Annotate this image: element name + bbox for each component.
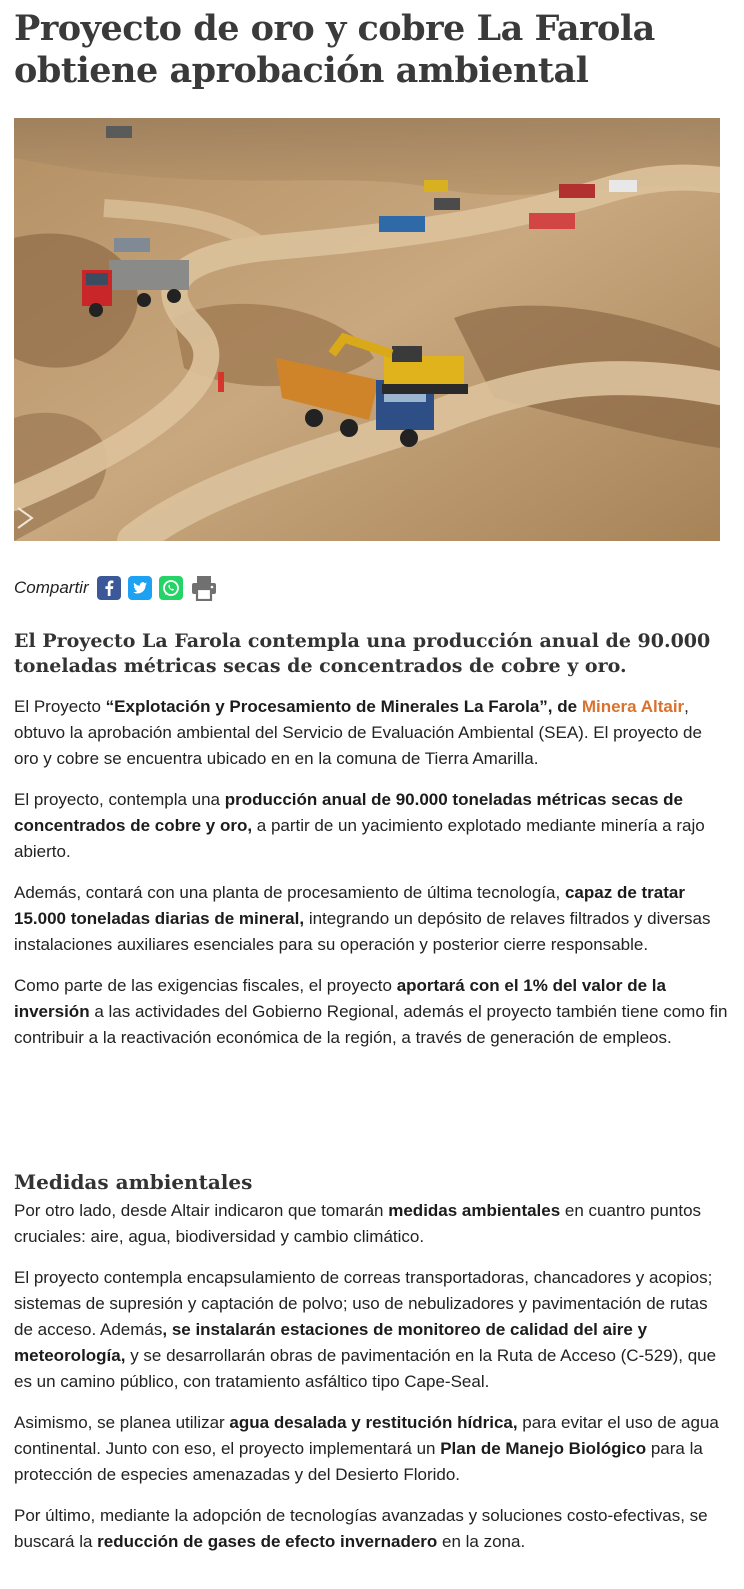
bold-text: aportará con el 1% del valor de la inversión [14,976,666,1021]
text: Por último, mediante la adopción de tecnologías avanzadas y soluciones costo-efectivas, se buscará la [14,1506,708,1551]
article-lead: El Proyecto La Farola contempla una producción anual de 90.000 toneladas métricas secas de concentrados de cobre y oro. [14,630,711,677]
paragraph-6 [14,1265,730,1395]
bold-text: “Explotación y Procesamiento de Minerales La Farola”, de [105,697,578,716]
bold-text: capaz de tratar 15.000 toneladas diarias de mineral, [14,883,685,928]
text: a partir de un yacimiento explotado mediante minería a rajo abierto. [14,816,705,861]
whatsapp-icon[interactable] [159,576,183,600]
text: para la protección de especies amenazadas y del Desierto Florido. [14,1439,703,1484]
text: El proyecto, contempla una [14,790,225,809]
paragraph-4 [14,973,730,1051]
paragraph-3 [14,880,730,958]
text: El Proyecto [14,697,106,716]
text: a las actividades del Gobierno Regional, además el proyecto también tiene como fin contribuir a la reactivación económica de la región, a través de generación de empleos. [14,1002,728,1047]
share-label: Compartir [14,578,89,597]
print-icon[interactable] [190,576,218,600]
twitter-icon[interactable] [128,576,152,600]
bold-text: Plan de Manejo Biológico [440,1439,647,1458]
minera-altair-link[interactable]: Minera Altair [581,697,685,716]
hero-image [14,118,720,541]
bold-text: agua desalada y restitución hídrica, [229,1413,518,1432]
article-title: Proyecto de oro y cobre La Farola obtiene aprobación ambiental [14,8,655,91]
share-bar [14,573,730,603]
text: Como parte de las exigencias fiscales, el proyecto [14,976,397,995]
bold-text: producción anual de 90.000 toneladas métricas secas de concentrados de cobre y oro, [14,790,683,835]
bold-text: , se instalarán estaciones de monitoreo de calidad del aire y meteorología, [14,1320,648,1365]
paragraph-1 [14,694,730,772]
mine-site-illustration [14,118,720,541]
text: El proyecto contempla encapsulamiento de correas transportadoras, chancadores y acopios; sistemas de supresión y captación de polvo; uso de nebulizadores y pavimentación de rutas de acceso. Además [14,1268,713,1339]
text: , obtuvo la aprobación ambiental del Servicio de Evaluación Ambiental (SEA). El proyecto de oro y cobre se encuentra ubicado en en la comuna de Tierra Amarilla. [14,697,702,768]
paragraph-2 [14,787,730,865]
text: Además, contará con una planta de procesamiento de última tecnología, [14,883,565,902]
text: para evitar el uso de agua continental. Junto con eso, el proyecto implementará un [14,1413,719,1458]
text: Asimismo, se planea utilizar [14,1413,230,1432]
text: en cuantro puntos cruciales: aire, agua, biodiversidad y cambio climático. [14,1201,702,1246]
paragraph-8 [14,1503,730,1555]
text: y se desarrollarán obras de pavimentación en la Ruta de Acceso (C-529), que es un camino público, con tratamiento asfáltico tipo Cape-Seal. [14,1346,717,1391]
worker [218,372,224,392]
paragraph-5 [14,1198,730,1250]
text: integrando un depósito de relaves filtrados y diversas instalaciones auxiliares esenciales para su operación y posterior cierre responsable. [14,909,711,954]
bold-text: medidas ambientales [388,1201,561,1220]
section-title: Medidas ambientales [14,1170,253,1194]
text: Por otro lado, desde Altair indicaron que tomarán [14,1201,389,1220]
paragraph-7 [14,1410,730,1488]
bold-text: reducción de gases de efecto invernadero [97,1532,438,1551]
text: en la zona. [437,1532,526,1551]
facebook-icon[interactable] [97,576,121,600]
